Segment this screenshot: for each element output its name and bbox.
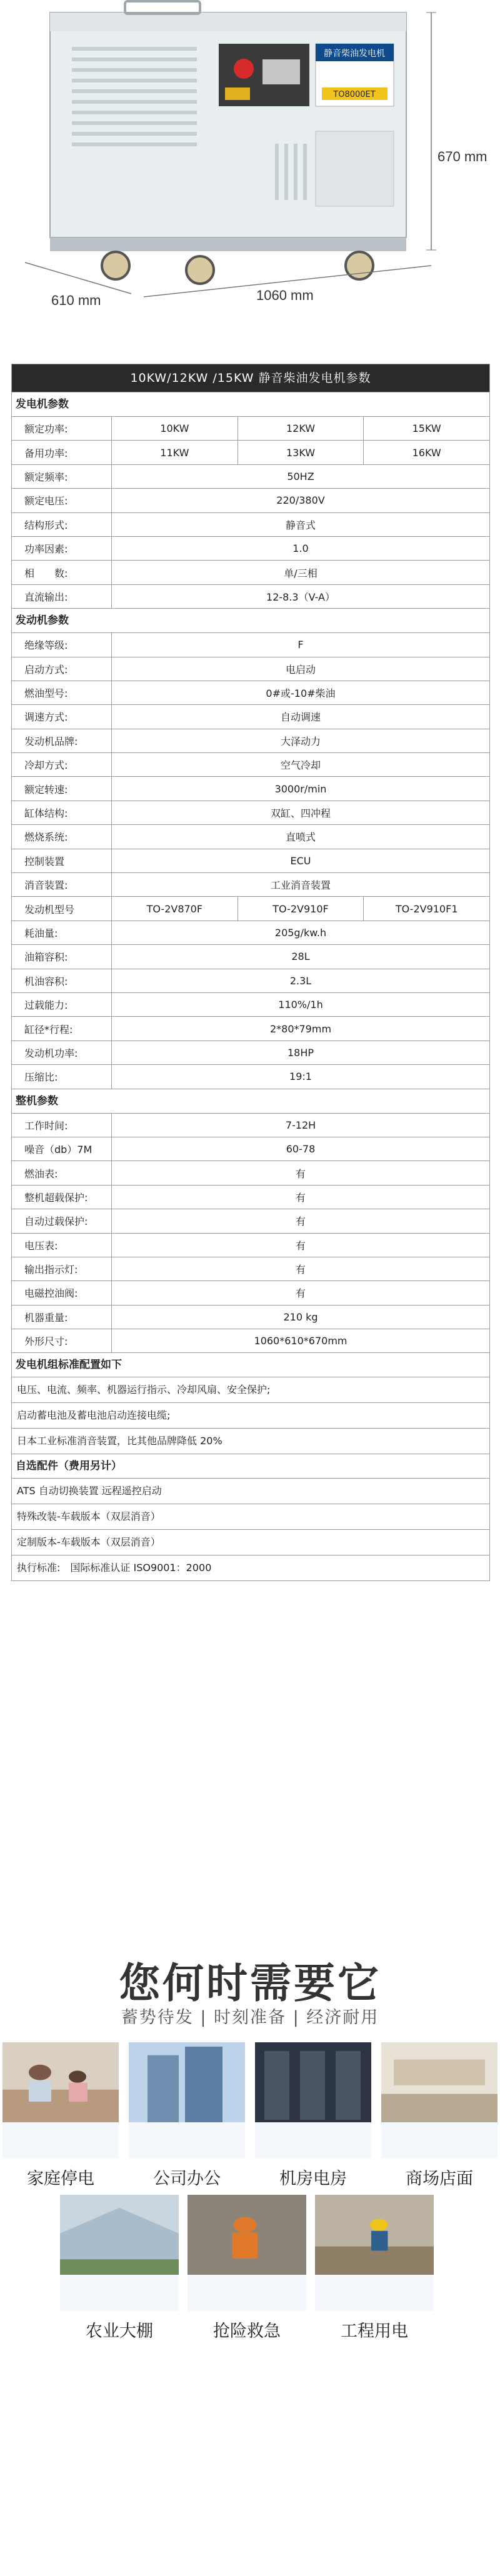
row-label: 功率因素: — [12, 537, 112, 560]
row-label: 冷却方式: — [12, 753, 112, 776]
row-label: 燃油表: — [12, 1161, 112, 1184]
dim-width: 1060 mm — [256, 287, 314, 303]
engine-rows-a — [12, 632, 489, 896]
use-case-card-home — [2, 2042, 119, 2200]
row-label: 控制装置 — [12, 849, 112, 872]
standard-note: 启动蓄电池及蓄电池启动连接电缆; — [12, 1402, 489, 1428]
table-row — [12, 632, 489, 656]
table-row — [12, 992, 489, 1016]
row-label: 电磁控油阀: — [12, 1281, 112, 1304]
dim-height: 670 mm — [438, 149, 488, 164]
standard-note: 电压、电流、频率、机器运行指示、冷却风扇、安全保护; — [12, 1377, 489, 1402]
row-label: 消音装置: — [12, 873, 112, 896]
row-value: 自动调速 — [280, 711, 321, 724]
row-label: 输出指示灯: — [12, 1257, 112, 1281]
row-value: ECU — [290, 854, 311, 867]
table-row — [12, 560, 489, 584]
spec-title: 10KW/12KW /15KW 静音柴油发电机参数 — [12, 364, 489, 392]
row-label: 耗油量: — [12, 921, 112, 944]
use-cases-title: 您何时需要它 — [119, 1959, 381, 2007]
row-value: 静音式 — [285, 519, 316, 531]
table-row — [12, 969, 489, 992]
rescue-icon — [188, 2195, 306, 2275]
row-value: 15KW — [412, 422, 441, 435]
row-value: 10KW — [112, 417, 238, 440]
row-value: 2*80*79mm — [269, 1022, 332, 1035]
office-building-icon — [129, 2042, 245, 2122]
construction-site-icon — [315, 2195, 434, 2275]
row-label: 启动方式: — [12, 657, 112, 681]
row-value: 电启动 — [285, 663, 316, 676]
table-row — [12, 681, 489, 704]
row-value: 205g/kw.h — [274, 927, 327, 939]
table-row — [12, 657, 489, 681]
row-value: 1.0 — [292, 542, 309, 555]
row-label: 缸径*行程: — [12, 1017, 112, 1040]
row-label: 结构形式: — [12, 513, 112, 536]
greenhouse-icon — [60, 2195, 179, 2275]
row-value: 50HZ — [287, 470, 314, 482]
row-label: 工作时间: — [12, 1114, 112, 1137]
row-label: 整机超载保护: — [12, 1186, 112, 1209]
row-value: 19:1 — [289, 1071, 312, 1083]
table-row — [12, 488, 489, 512]
product-hero — [0, 0, 500, 350]
row-label: 额定电压: — [12, 489, 112, 512]
table-row — [12, 824, 489, 848]
row-label: 电压表: — [12, 1234, 112, 1257]
row-value: 有 — [295, 1264, 306, 1276]
row-label: 相 数: — [12, 561, 112, 584]
row-value: 有 — [295, 1191, 306, 1204]
row-label: 备用功率: — [12, 441, 112, 464]
row-value: 12-8.3（V-A） — [266, 591, 335, 603]
row-label: 燃油型号: — [12, 681, 112, 704]
server-rack-icon — [255, 2042, 371, 2122]
table-row — [12, 704, 489, 728]
use-cases-subtitle: 蓄势待发 | 时刻准备 | 经济耐用 — [121, 2008, 379, 2027]
row-value: 有 — [295, 1167, 306, 1180]
row-value: 110%/1h — [278, 999, 323, 1011]
row-label: 燃烧系统: — [12, 825, 112, 848]
use-case-label: 家庭停电 — [2, 2159, 119, 2200]
use-case-card-rescue — [188, 2195, 306, 2352]
table-row — [12, 1041, 489, 1064]
table-row — [12, 1064, 489, 1088]
row-label: 外形尺寸: — [12, 1329, 112, 1352]
row-label: 发动机型号 — [12, 897, 112, 920]
row-value: 工业消音装置 — [270, 879, 331, 892]
row-value: 有 — [295, 1239, 306, 1252]
use-case-label: 公司办公 — [129, 2159, 245, 2200]
table-row — [12, 536, 489, 560]
table-row — [12, 944, 489, 968]
row-value: 双缸、四冲程 — [270, 807, 331, 820]
table-row — [12, 729, 489, 752]
model-badge-text: TO8000ET — [333, 90, 376, 99]
optional-note: 特殊改装-车载版本（双层消音） — [12, 1504, 489, 1529]
row-value: 直喷式 — [285, 831, 316, 844]
table-row — [12, 1137, 489, 1161]
table-row — [12, 752, 489, 776]
row-label: 压缩比: — [12, 1065, 112, 1088]
table-row — [12, 1209, 489, 1232]
table-row — [12, 921, 489, 944]
row-value: TO-2V910F — [238, 897, 364, 920]
use-case-label: 工程用电 — [315, 2311, 434, 2352]
table-row — [12, 1016, 489, 1040]
optional-note: ATS 自动切换装置 远程遥控启动 — [12, 1478, 489, 1504]
row-value: 空气冷却 — [280, 759, 321, 772]
table-row — [12, 1329, 489, 1352]
wheels — [102, 252, 373, 284]
generator-section-heading: 发电机参数 — [12, 392, 489, 416]
row-value: 210 kg — [283, 1310, 318, 1323]
row-label: 机器重量: — [12, 1305, 112, 1329]
shopping-mall-icon — [381, 2042, 498, 2122]
row-value: 7-12H — [285, 1119, 316, 1131]
row-value: 12KW — [238, 417, 364, 440]
use-case-label: 抢险救急 — [188, 2311, 306, 2352]
row-value: 18HP — [287, 1046, 314, 1059]
row-value: 1060*610*670mm — [254, 1335, 348, 1347]
table-row — [12, 1113, 489, 1137]
row-value: 60-78 — [286, 1143, 316, 1156]
use-case-card-office — [129, 2042, 245, 2200]
row-label: 缸体结构: — [12, 801, 112, 824]
table-row — [12, 440, 489, 464]
standard-config-heading: 发电机组标准配置如下 — [12, 1352, 489, 1377]
row-label: 额定转速: — [12, 777, 112, 800]
table-row — [12, 776, 489, 800]
row-label: 油箱容积: — [12, 945, 112, 968]
brand-badge-text: 静音柴油发电机 — [324, 49, 385, 59]
engine-section-heading: 发动机参数 — [12, 608, 489, 632]
row-value: 11KW — [112, 441, 238, 464]
table-row — [12, 801, 489, 824]
table-row — [12, 1281, 489, 1304]
row-label: 发动机功率: — [12, 1041, 112, 1064]
row-label: 调速方式: — [12, 705, 112, 728]
row-value: 220/380V — [276, 494, 325, 507]
machine-rows — [12, 1113, 489, 1353]
row-label: 噪音（db）7M — [12, 1137, 112, 1161]
table-row — [12, 416, 489, 440]
table-row — [12, 1185, 489, 1209]
optional-accessories-heading: 自选配件（费用另计） — [12, 1454, 489, 1478]
table-row — [12, 1233, 489, 1257]
row-label: 绝缘等级: — [12, 633, 112, 656]
row-label: 额定功率: — [12, 417, 112, 440]
use-case-label: 商场店面 — [381, 2159, 498, 2200]
use-case-label: 机房电房 — [255, 2159, 371, 2200]
table-row — [12, 1305, 489, 1329]
spec-table — [11, 364, 490, 1581]
row-value: 0#或-10#柴油 — [266, 687, 336, 700]
row-value: 28L — [291, 951, 310, 963]
table-row — [12, 584, 489, 608]
row-value: 有 — [295, 1287, 306, 1300]
table-row — [12, 464, 489, 488]
use-case-card-construction — [315, 2195, 434, 2352]
row-value: 2.3L — [289, 974, 312, 987]
row-label: 机油容积: — [12, 969, 112, 992]
row-label: 发动机品牌: — [12, 729, 112, 752]
table-row — [12, 849, 489, 872]
standard-note: 日本工业标准消音装置，比其他品牌降低 20% — [12, 1428, 489, 1454]
row-label: 额定频率: — [12, 465, 112, 488]
table-row — [12, 1161, 489, 1184]
optional-note: 执行标准: 国际标准认证 ISO9001：2000 — [12, 1555, 489, 1580]
row-value: TO-2V870F — [112, 897, 238, 920]
family-image-icon — [2, 2042, 119, 2122]
use-case-label: 农业大棚 — [60, 2311, 179, 2352]
table-row — [12, 896, 489, 920]
use-case-card-server-room — [255, 2042, 371, 2200]
table-row — [12, 1257, 489, 1281]
row-value: F — [298, 639, 304, 651]
table-row — [12, 872, 489, 896]
use-case-card-greenhouse — [60, 2195, 179, 2352]
engine-rows-b — [12, 921, 489, 1089]
row-label: 直流输出: — [12, 585, 112, 608]
dim-depth: 610 mm — [51, 292, 101, 308]
row-value: 大泽动力 — [280, 735, 321, 747]
table-row — [12, 512, 489, 536]
row-value: 13KW — [238, 441, 364, 464]
row-value: 有 — [295, 1216, 306, 1228]
row-value: 单/三相 — [284, 567, 318, 579]
row-label: 过载能力: — [12, 993, 112, 1016]
use-case-card-store — [381, 2042, 498, 2200]
use-cases-section — [0, 1944, 500, 2576]
row-value: 16KW — [412, 446, 441, 459]
generator-rows — [12, 464, 489, 608]
row-value: TO-2V910F1 — [395, 902, 458, 915]
optional-note: 定制版本-车载版本（双层消音） — [12, 1529, 489, 1555]
row-label: 自动过载保护: — [12, 1209, 112, 1232]
machine-section-heading: 整机参数 — [12, 1089, 489, 1113]
row-value: 3000r/min — [274, 782, 327, 795]
